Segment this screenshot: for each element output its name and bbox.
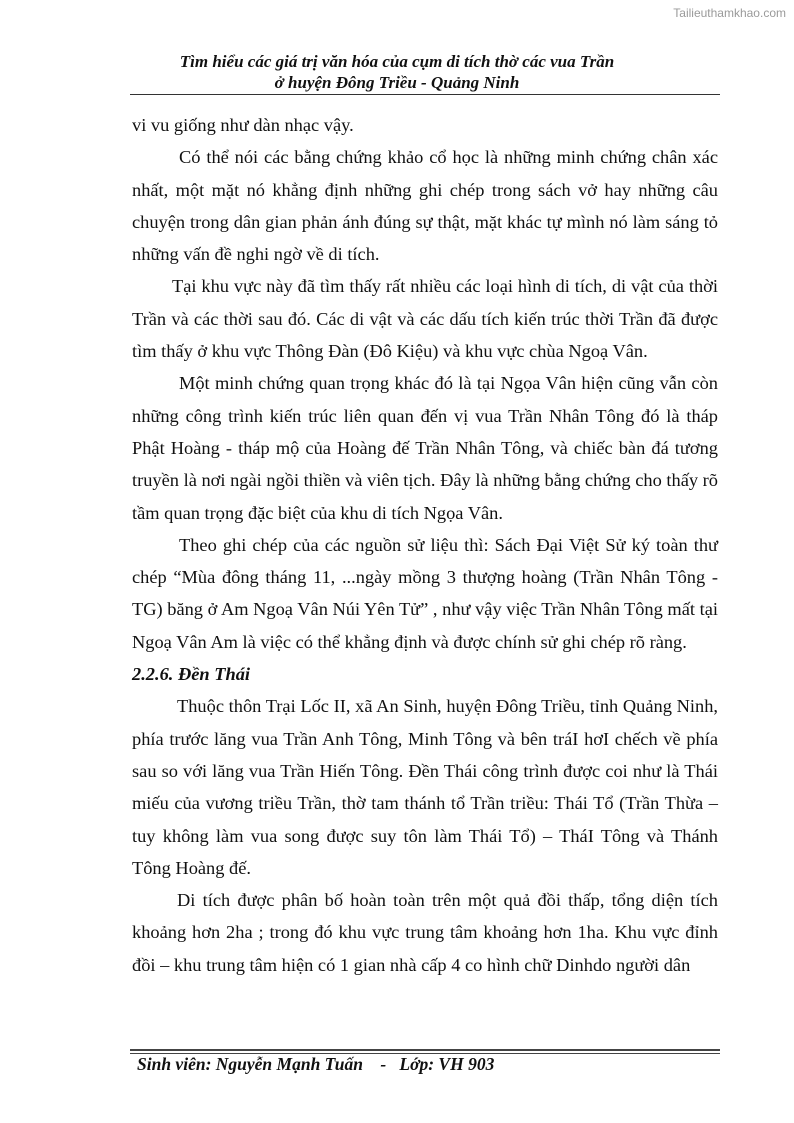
- paragraph: vi vu giống như dàn nhạc vậy.: [132, 115, 354, 135]
- paragraph: Di tích được phân bố hoàn toàn trên một quả đồi thấp, tổng diện tích khoảng hơn 2ha ; trong đó khu vực trung tâm khoảng hơn 1ha. Khu vực đỉnh đồi – khu trung tâm hiện có 1 gian nhà cấp 4 co hình chữ Dinhdo người dân: [132, 890, 718, 975]
- page-footer: Sinh viên: Nguyễn Mạnh Tuấn - Lớp: VH 903: [137, 1054, 495, 1074]
- paragraph: Tại khu vực này đã tìm thấy rất nhiều các loại hình di tích, di vật của thời Trần và các thời sau đó. Các di vật và các dấu tích kiến trúc thời Trần đã được tìm thấy ở khu vực Thông Đàn (Đô Kiệu) và khu vực chùa Ngoạ Vân.: [132, 276, 718, 362]
- watermark: Tailieuthamkhao.com: [673, 6, 786, 20]
- document-body: [132, 109, 718, 981]
- paragraph: Theo ghi chép của các nguồn sử liệu thì: Sách Đại Việt Sử ký toàn thư chép “Mùa đông tháng 11, ...ngày mồng 3 thượng hoàng (Trần Nhân Tông - TG) băng ở Am Ngoạ Vân Núi Yên Tử” , như vậy việc Trần Nhân Tông mất tại Ngoạ Vân Am là việc có thể khẳng định và được chính sử ghi chép rõ ràng.: [132, 534, 718, 652]
- paragraph: Thuộc thôn Trại Lốc II, xã An Sinh, huyện Đông Triều, tỉnh Quảng Ninh, phía trước lăng vua Trần Anh Tông, Minh Tông và bên tráI hơI chếch về phía sau so với lăng vua Trần Hiến Tông. Đền Thái công trình được coi như là Thái miếu của vương triều Trần, thờ tam thánh tổ Trần triều: Thái Tổ (Trần Thừa – tuy không làm vua song được suy tôn làm Thái Tổ) – TháI Tông và Thánh Tông Hoàng đế.: [132, 696, 718, 878]
- header-divider: [130, 94, 720, 95]
- footer-divider-thick: [130, 1049, 720, 1051]
- header-title-line2: ở huyện Đông Triều - Quảng Ninh: [274, 73, 520, 92]
- section-heading: 2.2.6. Đền Thái: [132, 664, 251, 685]
- paragraph: Có thể nói các bằng chứng khảo cổ học là những minh chứng chân xác nhất, một mặt nó khẳng định những ghi chép trong sách vở hay những câu chuyện trong dân gian phản ánh đúng sự thật, mặt khác tự mình nó làm sáng tỏ những vấn đề nghi ngờ về di tích.: [132, 147, 718, 265]
- header-title-line1: Tìm hiểu các giá trị văn hóa của cụm di tích thờ các vua Trần: [179, 52, 615, 71]
- page-header: [0, 51, 794, 93]
- paragraph: Một minh chứng quan trọng khác đó là tại Ngọa Vân hiện cũng vẫn còn những công trình kiến trúc liên quan đến vị vua Trần Nhân Tông đó là tháp Phật Hoàng - tháp mộ của Hoàng đế Trần Nhân Tông, và chiếc bàn đá tương truyền là nơi ngài ngồi thiền và viên tịch. Đây là những bằng chứng cho thấy rõ tầm quan trọng đặc biệt của khu di tích Ngọa Vân.: [132, 373, 718, 523]
